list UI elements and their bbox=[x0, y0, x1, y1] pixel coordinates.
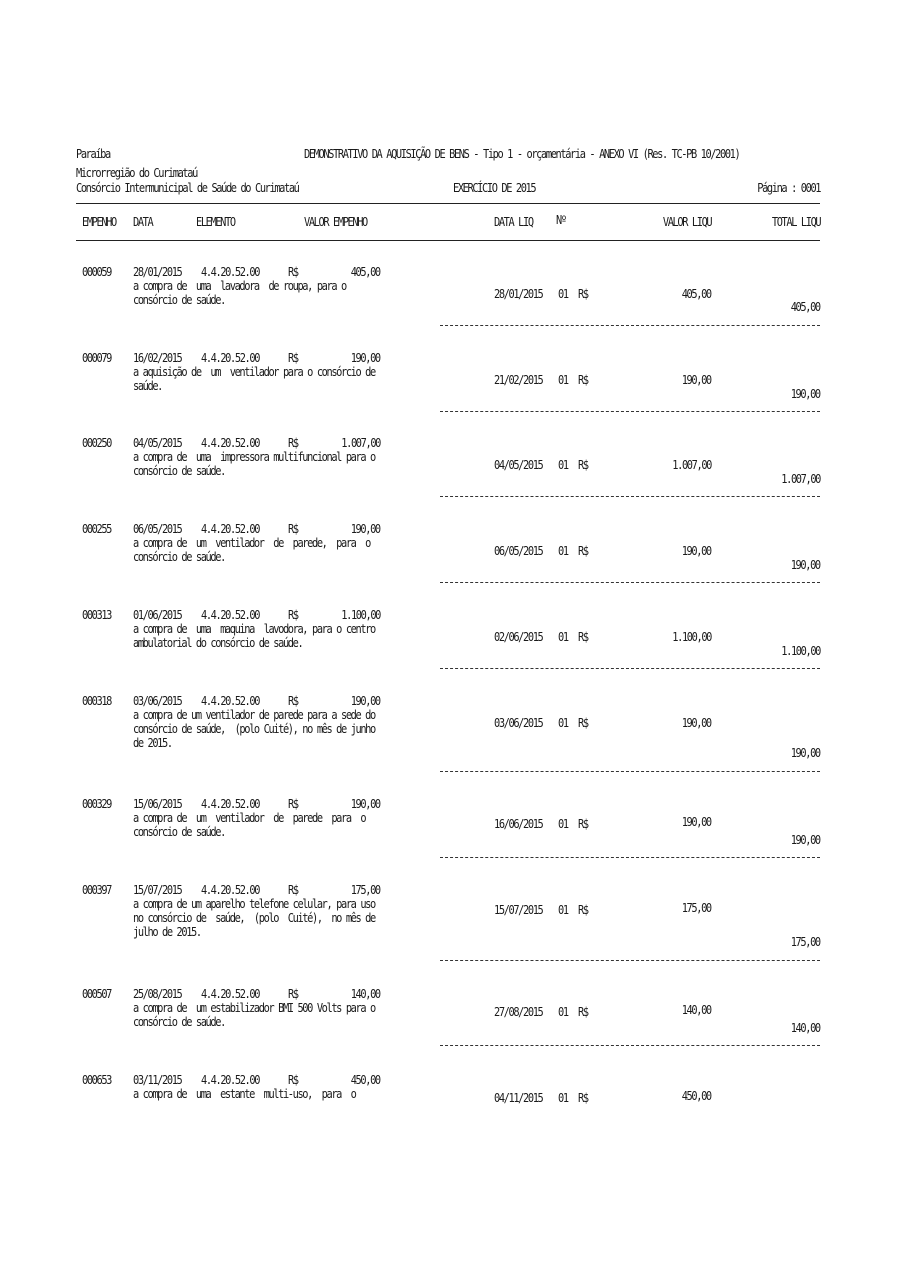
row-liq-currency: R$ bbox=[578, 544, 588, 558]
row-data-liq: 04/05/2015 bbox=[494, 458, 543, 472]
header-page-number: Página : 0001 bbox=[757, 181, 820, 195]
row-description-line: consórcio de saúde. bbox=[133, 825, 225, 839]
row-data-liq: 16/06/2015 bbox=[494, 817, 543, 831]
row-valor-liqu: 405,00 bbox=[681, 287, 711, 301]
row-separator bbox=[440, 325, 820, 326]
row-liq-currency: R$ bbox=[578, 903, 588, 917]
row-separator bbox=[440, 668, 820, 669]
row-elemento: 4.4.20.52.00 bbox=[201, 522, 260, 536]
row-valor-empenho: 175,00 bbox=[350, 883, 380, 897]
row-currency: R$ bbox=[288, 436, 298, 450]
row-data-liq: 27/08/2015 bbox=[494, 1005, 543, 1019]
row-description-line: a compra de um ventilador de parede para o bbox=[133, 811, 366, 825]
row-data: 03/06/2015 bbox=[133, 694, 182, 708]
row-total-liqu: 140,00 bbox=[790, 1021, 820, 1035]
row-empenho: 000250 bbox=[82, 436, 112, 450]
row-numero: 01 bbox=[558, 1091, 568, 1105]
row-currency: R$ bbox=[288, 694, 298, 708]
row-empenho: 000397 bbox=[82, 883, 112, 897]
row-description-line: a compra de uma lavadora de roupa, para o bbox=[133, 279, 346, 293]
row-elemento: 4.4.20.52.00 bbox=[201, 436, 260, 450]
row-total-liqu: 190,00 bbox=[790, 746, 820, 760]
row-separator bbox=[440, 771, 820, 772]
row-valor-empenho: 140,00 bbox=[350, 987, 380, 1001]
row-data: 04/05/2015 bbox=[133, 436, 182, 450]
row-valor-liqu: 1.100,00 bbox=[672, 630, 711, 644]
row-currency: R$ bbox=[288, 522, 298, 536]
row-liq-currency: R$ bbox=[578, 817, 588, 831]
row-elemento: 4.4.20.52.00 bbox=[201, 1073, 260, 1087]
row-separator bbox=[440, 496, 820, 497]
row-data: 28/01/2015 bbox=[133, 265, 182, 279]
col-data-liq: DATA LIQ bbox=[494, 215, 533, 229]
row-valor-empenho: 450,00 bbox=[350, 1073, 380, 1087]
row-description-line: a compra de uma impressora multifuncional para o bbox=[133, 450, 375, 464]
row-liq-currency: R$ bbox=[578, 1091, 588, 1105]
row-description-line: consórcio de saúde. bbox=[133, 1015, 225, 1029]
col-numero: Nº bbox=[556, 213, 566, 227]
row-valor-liqu: 190,00 bbox=[681, 815, 711, 829]
row-description-line: a compra de um ventilador de parede, para o bbox=[133, 536, 371, 550]
row-description-line: a compra de um estabilizador BMI 500 Volts para o bbox=[133, 1001, 375, 1015]
row-description-line: consórcio de saúde. bbox=[133, 550, 225, 564]
row-data-liq: 02/06/2015 bbox=[494, 630, 543, 644]
row-description-line: saúde. bbox=[133, 379, 163, 393]
row-elemento: 4.4.20.52.00 bbox=[201, 694, 260, 708]
row-data: 15/06/2015 bbox=[133, 797, 182, 811]
header-rule-top bbox=[76, 203, 820, 204]
row-total-liqu: 190,00 bbox=[790, 833, 820, 847]
row-numero: 01 bbox=[558, 458, 568, 472]
row-description-line: a compra de um aparelho telefone celular, para uso bbox=[133, 897, 375, 911]
header-state: Paraíba bbox=[76, 147, 110, 161]
row-liq-currency: R$ bbox=[578, 458, 588, 472]
row-elemento: 4.4.20.52.00 bbox=[201, 608, 260, 622]
row-valor-liqu: 190,00 bbox=[681, 373, 711, 387]
header-region: Microrregião do Curimataú bbox=[76, 166, 197, 180]
row-total-liqu: 1.007,00 bbox=[781, 472, 820, 486]
row-data-liq: 03/06/2015 bbox=[494, 716, 543, 730]
row-data: 15/07/2015 bbox=[133, 883, 182, 897]
row-valor-empenho: 1.007,00 bbox=[341, 436, 380, 450]
header-exercise: EXERCÍCIO DE 2015 bbox=[453, 181, 536, 195]
row-liq-currency: R$ bbox=[578, 1005, 588, 1019]
row-total-liqu: 190,00 bbox=[790, 387, 820, 401]
row-data-liq: 04/11/2015 bbox=[494, 1091, 543, 1105]
row-separator bbox=[440, 1045, 820, 1046]
row-elemento: 4.4.20.52.00 bbox=[201, 797, 260, 811]
row-data-liq: 15/07/2015 bbox=[494, 903, 543, 917]
row-description-line: a compra de um ventilador de parede para a sede do bbox=[133, 708, 375, 722]
row-empenho: 000059 bbox=[82, 265, 112, 279]
row-separator bbox=[440, 857, 820, 858]
row-description-line: a aquisição de um ventilador para o consórcio de bbox=[133, 365, 375, 379]
row-description-line: julho de 2015. bbox=[133, 925, 201, 939]
row-numero: 01 bbox=[558, 817, 568, 831]
row-valor-empenho: 190,00 bbox=[350, 694, 380, 708]
row-empenho: 000318 bbox=[82, 694, 112, 708]
col-data: DATA bbox=[133, 215, 153, 229]
row-liq-currency: R$ bbox=[578, 630, 588, 644]
row-numero: 01 bbox=[558, 903, 568, 917]
row-data: 25/08/2015 bbox=[133, 987, 182, 1001]
row-total-liqu: 190,00 bbox=[790, 558, 820, 572]
row-valor-empenho: 190,00 bbox=[350, 351, 380, 365]
row-valor-empenho: 190,00 bbox=[350, 522, 380, 536]
header-entity: Consórcio Intermunicipal de Saúde do Curimataú bbox=[76, 181, 299, 195]
row-numero: 01 bbox=[558, 630, 568, 644]
row-description-line: consórcio de saúde. bbox=[133, 293, 225, 307]
row-valor-empenho: 190,00 bbox=[350, 797, 380, 811]
row-data: 03/11/2015 bbox=[133, 1073, 182, 1087]
col-total-liqu: TOTAL LIQU bbox=[771, 215, 820, 229]
row-description-line: a compra de uma estante multi-uso, para o bbox=[133, 1087, 356, 1101]
row-empenho: 000329 bbox=[82, 797, 112, 811]
header-rule-bottom bbox=[76, 240, 820, 241]
col-valor-liqu: VALOR LIQU bbox=[662, 215, 711, 229]
row-elemento: 4.4.20.52.00 bbox=[201, 351, 260, 365]
row-valor-empenho: 405,00 bbox=[350, 265, 380, 279]
row-data: 16/02/2015 bbox=[133, 351, 182, 365]
row-empenho: 000255 bbox=[82, 522, 112, 536]
row-numero: 01 bbox=[558, 716, 568, 730]
row-total-liqu: 1.100,00 bbox=[781, 644, 820, 658]
row-currency: R$ bbox=[288, 1073, 298, 1087]
row-data-liq: 28/01/2015 bbox=[494, 287, 543, 301]
row-currency: R$ bbox=[288, 265, 298, 279]
row-currency: R$ bbox=[288, 608, 298, 622]
row-description-line: consórcio de saúde, (polo Cuité), no mês de junho bbox=[133, 722, 375, 736]
row-separator bbox=[440, 411, 820, 412]
row-liq-currency: R$ bbox=[578, 716, 588, 730]
row-description-line: consórcio de saúde. bbox=[133, 464, 225, 478]
row-elemento: 4.4.20.52.00 bbox=[201, 987, 260, 1001]
row-empenho: 000079 bbox=[82, 351, 112, 365]
row-valor-liqu: 175,00 bbox=[681, 901, 711, 915]
row-valor-liqu: 450,00 bbox=[681, 1089, 711, 1103]
row-elemento: 4.4.20.52.00 bbox=[201, 265, 260, 279]
col-empenho: EMPENHO bbox=[82, 215, 116, 229]
row-numero: 01 bbox=[558, 1005, 568, 1019]
col-valor-empenho: VALOR EMPENHO bbox=[304, 215, 367, 229]
row-liq-currency: R$ bbox=[578, 373, 588, 387]
row-description-line: no consórcio de saúde, (polo Cuité), no mês de bbox=[133, 911, 375, 925]
col-elemento: ELEMENTO bbox=[196, 215, 235, 229]
row-currency: R$ bbox=[288, 351, 298, 365]
row-empenho: 000653 bbox=[82, 1073, 112, 1087]
row-separator bbox=[440, 582, 820, 583]
row-total-liqu: 405,00 bbox=[790, 300, 820, 314]
row-description-line: a compra de uma maquina lavodora, para o centro bbox=[133, 622, 375, 636]
row-valor-liqu: 190,00 bbox=[681, 544, 711, 558]
row-valor-liqu: 1.007,00 bbox=[672, 458, 711, 472]
row-numero: 01 bbox=[558, 373, 568, 387]
row-description-line: ambulatorial do consórcio de saúde. bbox=[133, 636, 303, 650]
row-currency: R$ bbox=[288, 883, 298, 897]
row-numero: 01 bbox=[558, 287, 568, 301]
row-separator bbox=[440, 960, 820, 961]
row-valor-liqu: 140,00 bbox=[681, 1003, 711, 1017]
row-currency: R$ bbox=[288, 987, 298, 1001]
row-data-liq: 06/05/2015 bbox=[494, 544, 543, 558]
row-valor-empenho: 1.100,00 bbox=[341, 608, 380, 622]
row-data: 01/06/2015 bbox=[133, 608, 182, 622]
row-total-liqu: 175,00 bbox=[790, 935, 820, 949]
row-numero: 01 bbox=[558, 544, 568, 558]
row-description-line: de 2015. bbox=[133, 736, 172, 750]
row-data: 06/05/2015 bbox=[133, 522, 182, 536]
row-currency: R$ bbox=[288, 797, 298, 811]
row-data-liq: 21/02/2015 bbox=[494, 373, 543, 387]
row-valor-liqu: 190,00 bbox=[681, 716, 711, 730]
row-empenho: 000507 bbox=[82, 987, 112, 1001]
row-elemento: 4.4.20.52.00 bbox=[201, 883, 260, 897]
row-liq-currency: R$ bbox=[578, 287, 588, 301]
row-empenho: 000313 bbox=[82, 608, 112, 622]
report-title: DEMONSTRATIVO DA AQUISIÇÃO DE BENS - Tipo 1 - orçamentária - ANEXO VI (Res. TC-PB 10/2001) bbox=[304, 147, 740, 161]
